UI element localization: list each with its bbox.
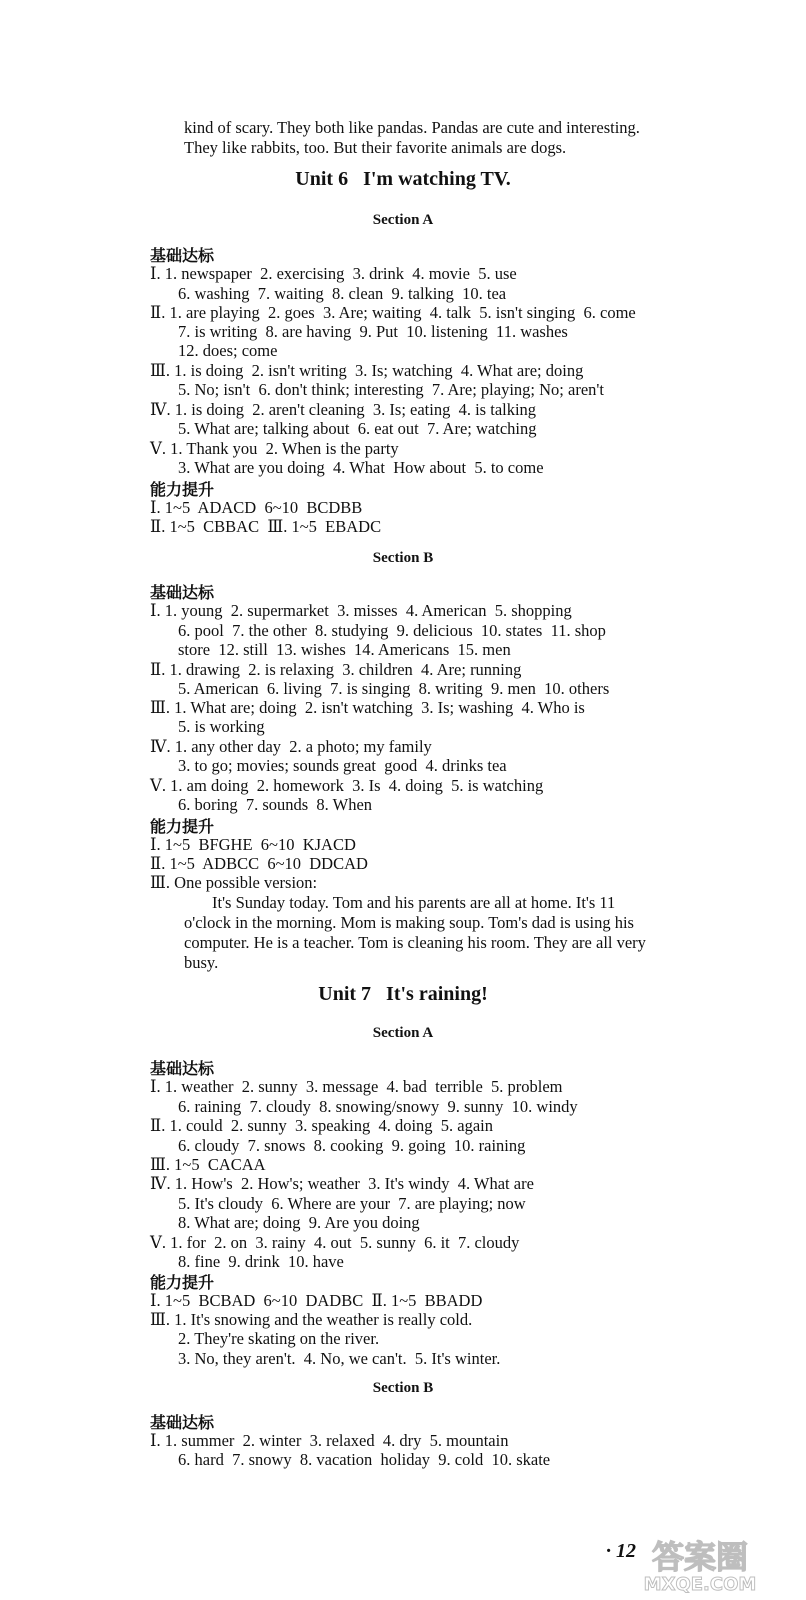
basic-heading: 基础达标	[150, 1413, 215, 1432]
answer-line: store 12. still 13. wishes 14. Americans 15. men	[178, 640, 511, 659]
answer-line: Ⅱ. 1~5 CBBAC Ⅲ. 1~5 EBADC	[150, 517, 382, 536]
answer-line: 6. boring 7. sounds 8. When	[178, 795, 373, 814]
answer-line: Ⅴ. 1. am doing 2. homework 3. Is 4. doing 5. is watching	[150, 776, 544, 795]
watermark-logo	[600, 1532, 800, 1594]
answer-line: 3. No, they aren't. 4. No, we can't. 5. It's winter.	[178, 1349, 501, 1368]
unit-7-section-a-title: Section A	[372, 1025, 434, 1041]
unit-7-title: Unit 7 It's raining!	[318, 983, 488, 1005]
answer-line: Ⅴ. 1. Thank you 2. When is the party	[150, 439, 399, 458]
answer-line: Ⅰ. 1~5 ADACD 6~10 BCDBB	[150, 498, 363, 517]
answer-line: Ⅰ. 1. newspaper 2. exercising 3. drink 4. movie 5. use	[150, 264, 517, 283]
watermark-text: 答案圈	[651, 1538, 749, 1576]
basic-heading: 基础达标	[150, 583, 215, 602]
unit-6-title: Unit 6 I'm watching TV.	[295, 168, 511, 190]
answer-line: Ⅳ. 1. any other day 2. a photo; my family	[150, 737, 432, 756]
answer-line: 3. What are you doing 4. What How about 5. to come	[178, 458, 544, 477]
essay-line: busy.	[184, 953, 219, 972]
text-line: kind of scary. They both like pandas. Pandas are cute and interesting.	[184, 118, 640, 137]
answer-line: 8. What are; doing 9. Are you doing	[178, 1213, 420, 1232]
watermark-url: MXQE.COM	[643, 1574, 757, 1594]
answer-line: Ⅴ. 1. for 2. on 3. rainy 4. out 5. sunny 6. it 7. cloudy	[150, 1233, 520, 1252]
answer-line: 5. No; isn't 6. don't think; interesting 7. Are; playing; No; aren't	[178, 380, 604, 399]
answer-line: Ⅳ. 1. is doing 2. aren't cleaning 3. Is; eating 4. is talking	[150, 400, 537, 419]
essay-line: It's Sunday today. Tom and his parents are all at home. It's 11	[212, 893, 616, 912]
answer-line: 5. It's cloudy 6. Where are your 7. are playing; now	[178, 1194, 526, 1213]
answer-line: Ⅰ. 1~5 BFGHE 6~10 KJACD	[150, 835, 356, 854]
unit-7-section-b-title: Section B	[372, 1380, 434, 1396]
answer-line: 7. is writing 8. are having 9. Put 10. listening 11. washes	[178, 322, 568, 341]
answer-line: Ⅱ. 1. could 2. sunny 3. speaking 4. doing 5. again	[150, 1116, 494, 1135]
answer-line: Ⅱ. 1. drawing 2. is relaxing 3. children 4. Are; running	[150, 660, 522, 679]
answer-line: 3. to go; movies; sounds great good 4. drinks tea	[178, 756, 507, 775]
answer-line: 5. is working	[178, 717, 265, 736]
answer-line: Ⅲ. One possible version:	[150, 873, 318, 892]
basic-heading: 基础达标	[150, 1059, 215, 1078]
answer-line: Ⅲ. 1~5 CACAA	[150, 1155, 266, 1174]
answer-line: 6. washing 7. waiting 8. clean 9. talking 10. tea	[178, 284, 507, 303]
answer-line: Ⅲ. 1. It's snowing and the weather is really cold.	[150, 1310, 473, 1329]
answer-line: 6. hard 7. snowy 8. vacation holiday 9. cold 10. skate	[178, 1450, 551, 1469]
answer-line: Ⅳ. 1. How's 2. How's; weather 3. It's windy 4. What are	[150, 1174, 534, 1193]
answer-line: 8. fine 9. drink 10. have	[178, 1252, 344, 1271]
answer-line: 12. does; come	[178, 341, 278, 360]
answer-line: Ⅰ. 1~5 BCBAD 6~10 DADBC Ⅱ. 1~5 BBADD	[150, 1291, 483, 1310]
answer-line: Ⅱ. 1~5 ADBCC 6~10 DDCAD	[150, 854, 368, 873]
answer-line: 5. What are; talking about 6. eat out 7. Are; watching	[178, 419, 537, 438]
answer-line: 5. American 6. living 7. is singing 8. writing 9. men 10. others	[178, 679, 610, 698]
ability-heading: 能力提升	[150, 1273, 215, 1292]
answer-line: Ⅰ. 1. weather 2. sunny 3. message 4. bad terrible 5. problem	[150, 1077, 563, 1096]
answer-line: 6. cloudy 7. snows 8. cooking 9. going 10. raining	[178, 1136, 526, 1155]
answer-line: Ⅰ. 1. young 2. supermarket 3. misses 4. American 5. shopping	[150, 601, 572, 620]
text-line: They like rabbits, too. But their favorite animals are dogs.	[184, 138, 567, 157]
answer-line: 6. raining 7. cloudy 8. snowing/snowy 9. sunny 10. windy	[178, 1097, 578, 1116]
essay-line: o'clock in the morning. Mom is making soup. Tom's dad is using his	[184, 913, 634, 932]
answer-line: Ⅱ. 1. are playing 2. goes 3. Are; waiting 4. talk 5. isn't singing 6. come	[150, 303, 636, 322]
answer-line: 2. They're skating on the river.	[178, 1329, 380, 1348]
answer-line: Ⅰ. 1. summer 2. winter 3. relaxed 4. dry 5. mountain	[150, 1431, 509, 1450]
ability-heading: 能力提升	[150, 480, 215, 499]
ability-heading: 能力提升	[150, 817, 215, 836]
page-number: · 12	[606, 1540, 636, 1562]
unit-6-section-b-title: Section B	[372, 550, 434, 566]
unit-6-section-a-title: Section A	[372, 212, 434, 228]
answer-line: Ⅲ. 1. What are; doing 2. isn't watching 3. Is; washing 4. Who is	[150, 698, 585, 717]
answer-line: Ⅲ. 1. is doing 2. isn't writing 3. Is; watching 4. What are; doing	[150, 361, 584, 380]
answer-line: 6. pool 7. the other 8. studying 9. delicious 10. states 11. shop	[178, 621, 606, 640]
essay-line: computer. He is a teacher. Tom is cleaning his room. They are all very	[184, 933, 646, 952]
basic-heading: 基础达标	[150, 246, 215, 265]
